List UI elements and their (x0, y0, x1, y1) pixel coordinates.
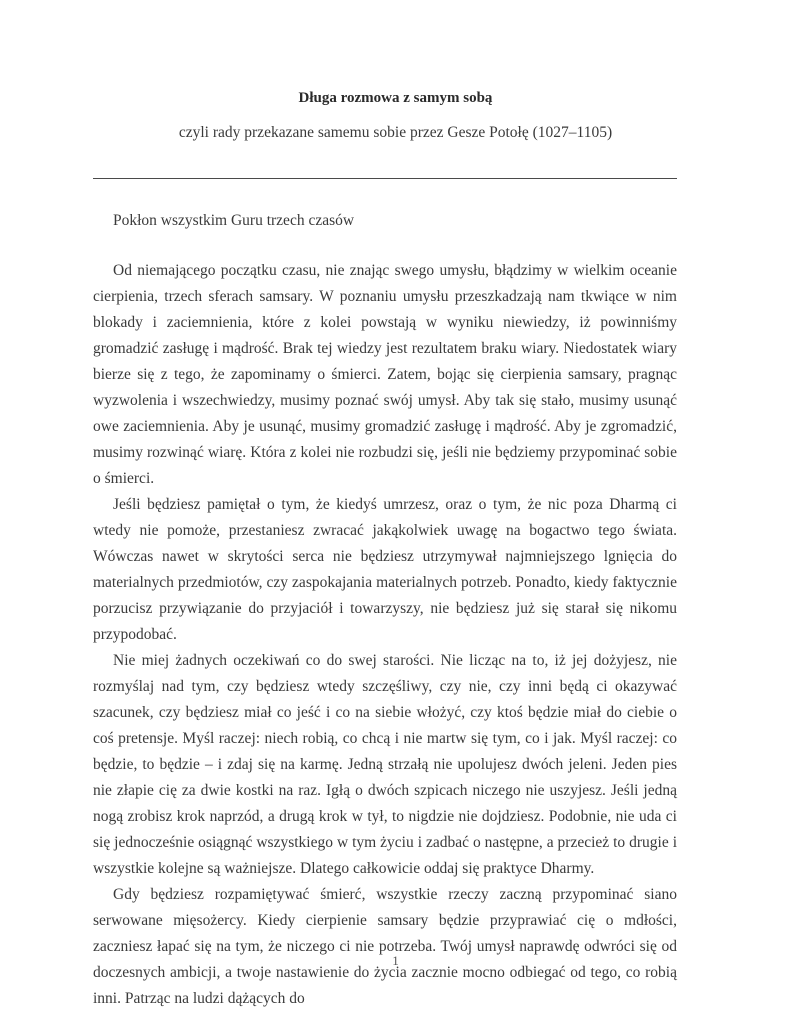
paragraph: Gdy będziesz rozpamiętywać śmierć, wszystkie rzeczy zaczną przypominać siano serwowane mięsożercy. Kiedy cierpienie samsary będzie przyprawiać cię o mdłości, zaczniesz łapać się na tym, że niczego ci nie potrzeba. Twój umysł naprawdę odwróci się od doczesnych ambicji, a twoje nastawienie do życia zacznie mocno odbiegać od tego, co robią inni. Patrząc na ludzi dążących do (93, 886, 677, 1007)
greeting-line: Pokłon wszystkim Guru trzech czasów (113, 212, 355, 229)
paragraph: Jeśli będziesz pamiętał o tym, że kiedyś umrzesz, oraz o tym, że nic poza Dharmą ci wtedy nie pomoże, przestaniesz zwracać jakąkolwiek uwagę na bogactwo tego świata. Wówczas nawet w skrytości serca nie będziesz utrzymywał najmniejszego lgnięcia do materialnych przedmiotów, czy zaspokajania materialnych potrzeb. Ponadto, kiedy faktycznie porzucisz przywiązanie do przyjaciół i towarzyszy, nie będziesz już się starał się nikomu przypodobać. (93, 496, 677, 643)
document-subtitle: czyli rady przekazane samemu sobie przez Gesze Potołę (1027–1105) (178, 124, 613, 141)
paragraph: Nie miej żadnych oczekiwań co do swej starości. Nie licząc na to, iż jej dożyjesz, nie rozmyślaj nad tym, czy będziesz wtedy szczęśliwy, czy nie, czy inni będą ci okazywać szacunek, czy będziesz miał co jeść i co na siebie włożyć, czy ktoś będzie miał do ciebie o coś pretensje. Myśl raczej: niech robią, co chcą i nie martw się tym, co i jak. Myśl raczej: co będzie, to będzie – i zdaj się na karmę. Jedną strzałą nie upolujesz dwóch jeleni. Jeden pies nie złapie cię za dwie kostki na raz. Igłą o dwóch szpicach niczego nie uszyjesz. Jeśli jedną nogą zrobisz krok naprzód, a drugą krok w tył, to nigdzie nie dojdziesz. Podobnie, nie uda ci się jednocześnie osiągnąć wszystkiego w tym życiu i zadbać o następne, a przecież to drugie i wszystkie kolejne są ważniejsze. Dlatego całkowicie oddaj się praktyce Dharmy. (93, 652, 677, 877)
document-title: Długa rozmowa z samym sobą (298, 90, 493, 106)
page-number: 1 (392, 953, 399, 968)
paragraph: Od niemającego początku czasu, nie znając swego umysłu, błądzimy w wielkim oceanie cierpienia, trzech sferach samsary. W poznaniu umysłu przeszkadzają nam tkwiące w nim blokady i zaciemnienia, które z kolei powstają w wyniku niewiedzy, iż powinniśmy gromadzić zasługę i mądrość. Brak tej wiedzy jest rezultatem braku wiary. Niedostatek wiary bierze się z tego, że zapominamy o śmierci. Zatem, bojąc się cierpienia samsary, pragnąc wyzwolenia i wszechwiedzy, musimy poznać swój umysł. Aby tak się stało, musimy usunąć owe zaciemnienia. Aby je usunąć, musimy gromadzić zasługę i mądrość. Aby je zgromadzić, musimy rozwinąć wiarę. Która z kolei nie rozbudzi się, jeśli nie będziemy przypominać sobie o śmierci. (93, 262, 677, 487)
body-text (93, 258, 677, 1012)
title-divider (93, 178, 677, 179)
